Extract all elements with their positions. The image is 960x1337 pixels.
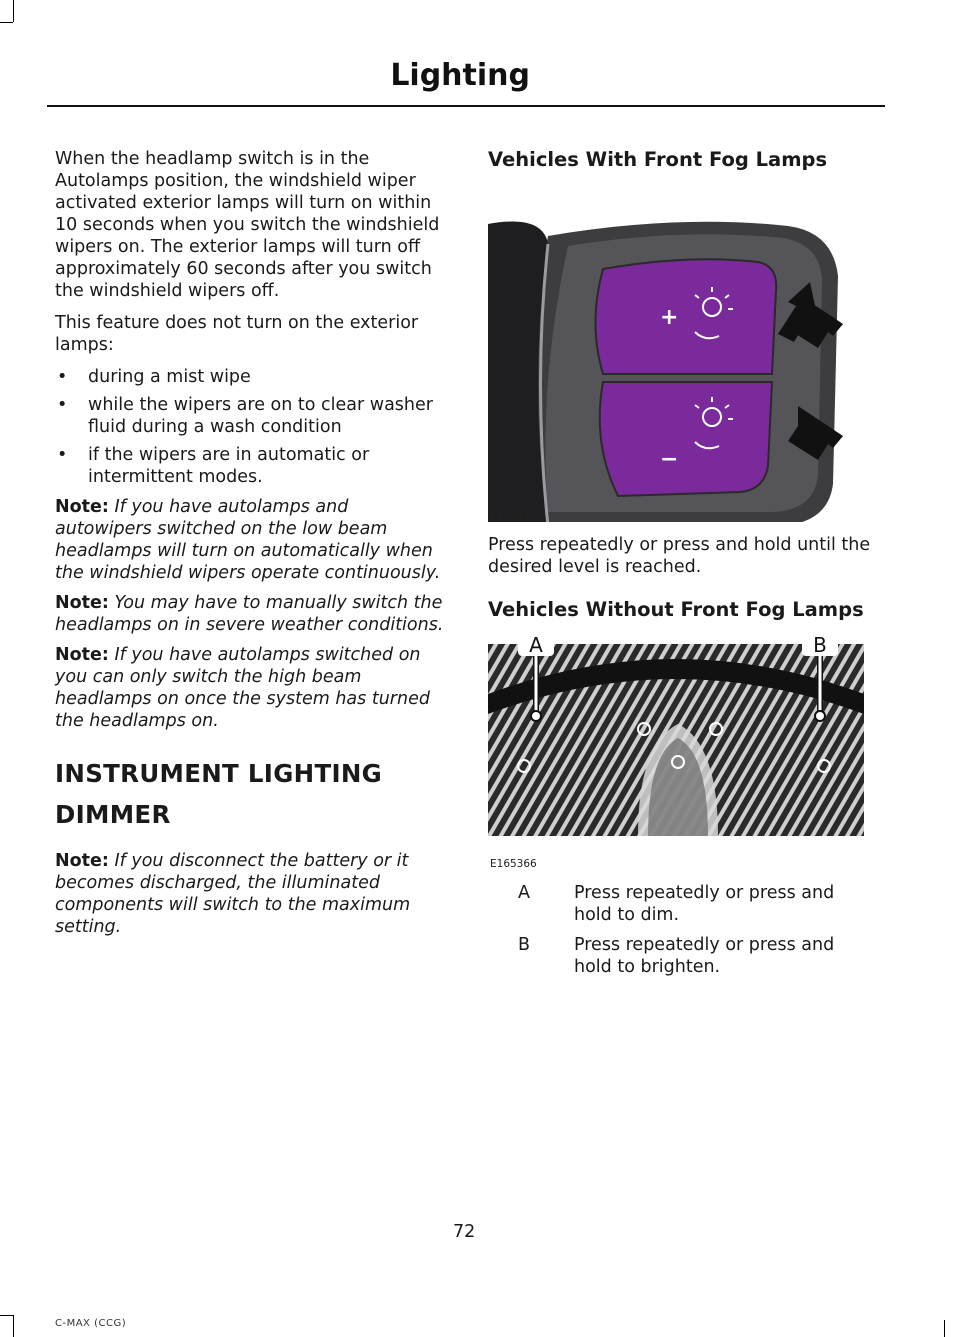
- note-3: Note: If you have autolamps switched on you can only switch the high beam headlamps on once the system has turned the headlamps on.: [55, 645, 430, 731]
- page-title: Lighting: [390, 58, 530, 93]
- section-heading-line2: DIMMER: [55, 800, 171, 829]
- crop-mark: [944, 1320, 945, 1337]
- paragraph-exceptions: This feature does not turn on the exterior lamps:: [55, 313, 419, 355]
- legend-text: Press repeatedly or press and hold to brighten.: [574, 935, 835, 977]
- legend-row: [518, 934, 883, 978]
- figure-code: E165366: [490, 858, 537, 870]
- bullet-list: [55, 366, 447, 488]
- paragraph-autolamps: When the headlamp switch is in the Autolamps position, the windshield wiper activated exterior lamps will turn on within 10 seconds when you switch the windshield wipers on. The exterior lamps will turn off approximately 60 seconds after you switch the windshield wipers off.: [55, 149, 440, 301]
- left-column: [55, 148, 447, 946]
- legend-row: [518, 882, 883, 926]
- figure-no-fog-dimmer: [488, 634, 864, 870]
- callout-legend: [518, 882, 883, 978]
- crop-mark: [0, 22, 13, 23]
- figure-fog-lamp-dimmer: [488, 184, 864, 522]
- legend-key: B: [518, 935, 531, 955]
- crop-mark: [13, 1315, 14, 1337]
- note-1: Note: If you have autolamps and autowipers switched on the low beam headlamps will turn on automatically when the windshield wipers operate continuously.: [55, 497, 441, 583]
- list-item: • during a mist wipe: [57, 367, 251, 387]
- svg-text:+: +: [660, 305, 679, 330]
- legend-key: A: [518, 883, 530, 903]
- crop-mark: [13, 0, 14, 22]
- list-item: • while the wipers are on to clear washer fluid during a wash condition: [57, 395, 433, 437]
- heading-with-fog-lamps: Vehicles With Front Fog Lamps: [488, 148, 828, 171]
- callout-a: A: [529, 634, 543, 657]
- heading-without-fog-lamps: Vehicles Without Front Fog Lamps: [488, 598, 864, 621]
- callout-b: B: [813, 634, 827, 657]
- note-4: Note: If you disconnect the battery or it becomes discharged, the illuminated components will switch to the maximum setting.: [55, 851, 411, 937]
- legend-text: Press repeatedly or press and hold to dim.: [574, 883, 835, 925]
- section-heading-line1: INSTRUMENT LIGHTING: [55, 759, 383, 788]
- header-rule: [47, 105, 885, 107]
- note-2: Note: You may have to manually switch the headlamps on in severe weather conditions.: [55, 593, 444, 635]
- figure-code: E132712: [490, 510, 537, 522]
- footer-model: C-MAX (CCG): [55, 1318, 127, 1329]
- crop-mark: [0, 1315, 13, 1316]
- svg-text:−: −: [660, 447, 679, 472]
- right-column: [488, 148, 883, 986]
- paragraph-fog-instructions: Press repeatedly or press and hold until the desired level is reached.: [488, 535, 871, 577]
- page-number: 72: [453, 1222, 476, 1242]
- dimmer-switch-illustration: [488, 184, 864, 522]
- dimmer-wheel-illustration: [488, 634, 864, 870]
- list-item: • if the wipers are in automatic or intermittent modes.: [57, 445, 370, 487]
